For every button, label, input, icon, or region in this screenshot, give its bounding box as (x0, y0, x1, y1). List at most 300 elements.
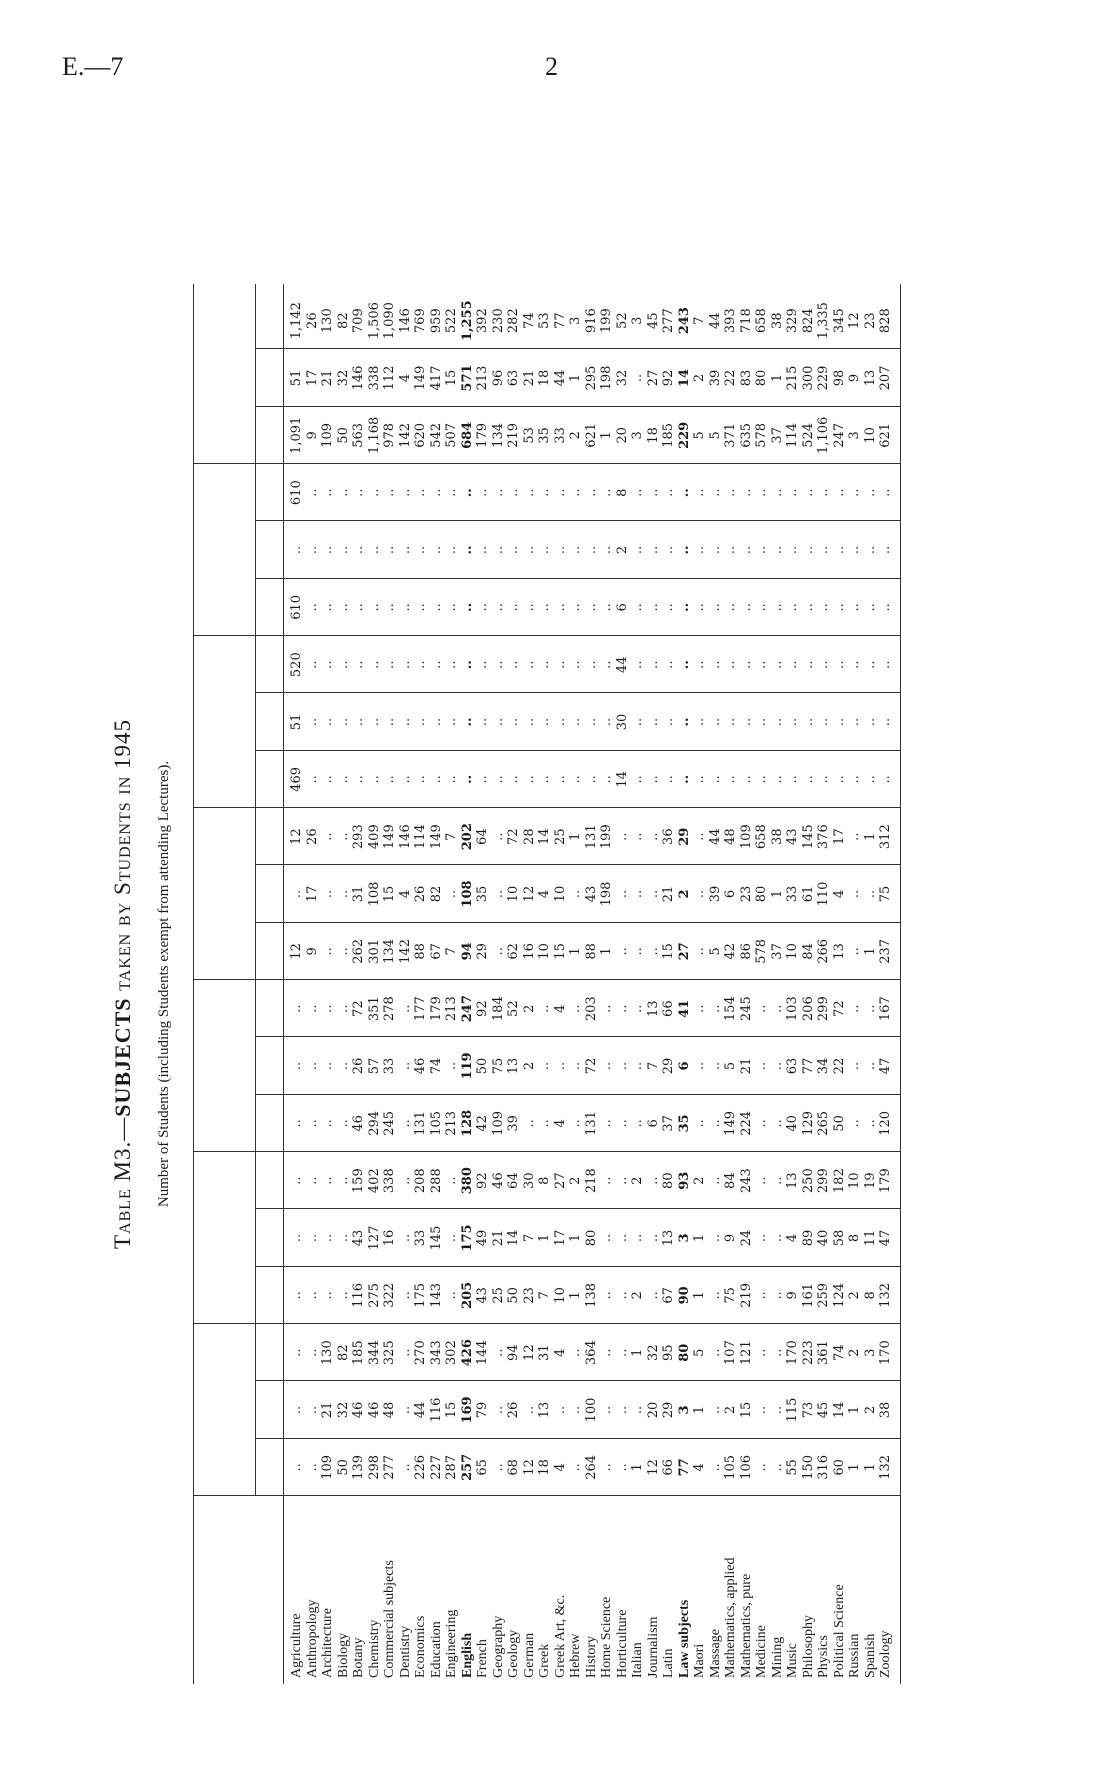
table-cell: 28 (521, 828, 537, 845)
table-cell: 89 (800, 1229, 816, 1247)
table-cell: .. (676, 717, 692, 727)
table-cell: 1 (599, 431, 614, 440)
table-cell: .. (847, 1004, 862, 1013)
table-cell: .. (382, 660, 397, 669)
table-cell: .. (692, 1119, 707, 1128)
table-cell: .. (568, 603, 583, 612)
table-cell: 5 (723, 1061, 738, 1071)
table-cell: 312 (878, 824, 893, 850)
table-cell: 392 (475, 308, 490, 334)
table-cell: 7 (444, 832, 459, 841)
table-cell: 2 (521, 1004, 537, 1013)
table-cell: 26 (413, 885, 428, 903)
table-cell: 20 (645, 1401, 661, 1419)
table-cell: .. (630, 947, 645, 956)
table-cell: 32 (335, 369, 351, 387)
table-cell: .. (506, 775, 521, 784)
table-cell: 131 (583, 824, 599, 850)
table-cell: .. (661, 488, 676, 497)
table-cell: .. (428, 488, 444, 497)
table-cell: 73 (800, 1401, 816, 1419)
table-cell: 9 (723, 1233, 738, 1243)
table-cell: 393 (723, 308, 738, 334)
table-cell: 149 (413, 365, 428, 391)
table-cell: 426 (459, 1339, 475, 1367)
table-cell: .. (707, 1405, 723, 1415)
table-cell: .. (676, 774, 692, 784)
table-cell: .. (645, 1291, 661, 1300)
table-cell: 92 (475, 1000, 490, 1017)
table-cell: 63 (506, 369, 521, 387)
table-cell: .. (568, 1061, 583, 1071)
table-cell: .. (645, 1176, 661, 1185)
table-cell: 277 (661, 308, 676, 334)
table-cell: .. (568, 545, 583, 555)
table-cell: .. (878, 545, 893, 555)
table-cell: .. (769, 1004, 785, 1013)
table-cell: .. (289, 1119, 304, 1128)
table-cell: .. (707, 1061, 723, 1071)
table-cell: .. (459, 488, 475, 498)
table-cell: .. (382, 488, 397, 497)
table-cell: 9 (304, 431, 320, 440)
table-cell: .. (862, 889, 878, 899)
table-cell: 131 (413, 1110, 428, 1136)
table-cell: 53 (521, 427, 537, 444)
table-cell: 179 (878, 1168, 893, 1194)
table-cell: .. (630, 1061, 645, 1071)
table-cell: .. (304, 775, 320, 784)
table-cell: .. (707, 1463, 723, 1472)
table-subtitle: Number of Students (including Students exempt from attending Lectures). (156, 760, 172, 1208)
table-cell: .. (738, 717, 754, 727)
table-cell: .. (320, 1061, 335, 1071)
table-cell: 4 (537, 889, 552, 899)
table-cell: 27 (676, 942, 692, 961)
table-cell: 7 (521, 1233, 537, 1243)
subject-name: Journalism (645, 1616, 661, 1678)
table-cell: 1 (862, 947, 878, 956)
table-cell: .. (537, 545, 552, 555)
table-cell: 17 (552, 1229, 568, 1247)
table-cell: 14 (831, 1401, 847, 1419)
table-cell: .. (878, 660, 893, 669)
table-cell: .. (785, 603, 800, 612)
table-cell: 14 (614, 771, 630, 788)
table-title (110, 284, 136, 1684)
table-cell: .. (397, 1348, 413, 1357)
table-cell: 55 (785, 1459, 800, 1476)
table-cell: 42 (475, 1115, 490, 1132)
table-cell: .. (599, 775, 614, 784)
table-cell: 75 (878, 885, 893, 903)
table-cell: 14 (676, 368, 692, 388)
table-cell: 198 (599, 881, 614, 907)
table-cell: .. (475, 603, 490, 612)
table-cell: 243 (738, 1168, 754, 1194)
table-cell: .. (831, 545, 847, 555)
table-cell: .. (599, 1463, 614, 1472)
table-cell: .. (599, 1004, 614, 1013)
table-cell: 1 (568, 373, 583, 383)
table-cell: .. (645, 947, 661, 956)
table-cell: 22 (723, 369, 738, 387)
table-cell: 80 (754, 369, 769, 387)
subject-name: Mining (769, 1636, 785, 1678)
table-cell: 103 (785, 996, 800, 1022)
table-cell: .. (862, 1004, 878, 1013)
subject-name: Italian (630, 1642, 645, 1678)
table-cell: 33 (413, 1229, 428, 1247)
table-cell: .. (552, 775, 568, 784)
table-cell: .. (335, 1291, 351, 1300)
table-cell: .. (723, 603, 738, 612)
table-cell: 15 (444, 369, 459, 387)
table-cell: .. (676, 488, 692, 498)
table-cell: .. (599, 1348, 614, 1357)
table-cell: 658 (754, 308, 769, 334)
subject-name: Zoology (878, 1630, 893, 1678)
table-cell: .. (413, 603, 428, 612)
table-cell: .. (707, 1119, 723, 1128)
table-cell: .. (661, 603, 676, 612)
table-cell: .. (366, 775, 382, 784)
table-cell: .. (847, 889, 862, 899)
table-cell: .. (320, 1291, 335, 1300)
table-cell: .. (289, 1463, 304, 1472)
table-cell: 170 (785, 1340, 800, 1366)
table-cell: 27 (552, 1172, 568, 1189)
table-cell: 52 (614, 312, 630, 329)
table-cell: 134 (490, 422, 506, 448)
table-cell: 25 (490, 1287, 506, 1304)
table-cell: .. (862, 488, 878, 497)
table-cell: .. (599, 545, 614, 555)
table-cell: .. (506, 660, 521, 669)
table-cell: 21 (320, 1401, 335, 1419)
table-cell: 175 (413, 1282, 428, 1308)
table-cell: 1 (630, 1348, 645, 1357)
table-cell: 1 (862, 1463, 878, 1472)
table-cell: 94 (459, 942, 475, 961)
table-cell: 43 (351, 1229, 366, 1247)
subject-name: Agriculture (289, 1613, 304, 1678)
subject-name: Geography (490, 1615, 506, 1678)
table-cell: .. (723, 717, 738, 727)
table-cell: 1 (847, 1405, 862, 1415)
table-cell: 184 (490, 996, 506, 1022)
table-cell: 50 (506, 1287, 521, 1304)
table-cell: 15 (552, 943, 568, 960)
table-cell: .. (335, 832, 351, 841)
table-cell: 142 (397, 422, 413, 448)
table-cell: 39 (707, 885, 723, 903)
table-cell: 325 (382, 1340, 397, 1366)
table-cell: .. (397, 1004, 413, 1013)
table-cell: .. (320, 488, 335, 497)
table-cell: .. (692, 488, 707, 497)
table-cell: 12 (521, 1459, 537, 1476)
table-cell: .. (428, 775, 444, 784)
table-cell: .. (769, 1405, 785, 1415)
table-cell: .. (754, 1119, 769, 1128)
table-cell: .. (738, 775, 754, 784)
table-cell: .. (444, 660, 459, 669)
table-cell: .. (521, 1119, 537, 1128)
table-cell: .. (568, 660, 583, 669)
table-cell: .. (831, 603, 847, 612)
table-cell: 13 (661, 1229, 676, 1247)
table-cell: .. (816, 488, 831, 497)
table-cell: .. (335, 488, 351, 497)
table-cell: .. (490, 717, 506, 727)
table-cell: 250 (800, 1168, 816, 1194)
table-cell: 610 (289, 594, 304, 620)
table-cell: 571 (459, 364, 475, 392)
table-cell: .. (800, 660, 816, 669)
table-cell: .. (335, 603, 351, 612)
table-cell: 22 (831, 1057, 847, 1075)
table-cell: 264 (583, 1454, 599, 1480)
table-cell: .. (304, 660, 320, 669)
table-cell: 13 (785, 1172, 800, 1189)
table-cell: .. (552, 488, 568, 497)
table-cell: 169 (459, 1396, 475, 1424)
table-cell: 351 (366, 996, 382, 1022)
table-cell: 14 (506, 1229, 521, 1247)
table-cell: 15 (382, 885, 397, 903)
table-cell: .. (459, 602, 475, 612)
table-cell: 265 (816, 1110, 831, 1136)
table-cell: 1 (568, 1291, 583, 1300)
table-cell: .. (816, 660, 831, 669)
table-cell: .. (320, 1176, 335, 1185)
table-cell: .. (475, 775, 490, 784)
table-cell: 4 (552, 1463, 568, 1472)
table-cell: .. (444, 717, 459, 727)
table-cell: 287 (444, 1454, 459, 1480)
table-cell: .. (568, 775, 583, 784)
table-cell: .. (397, 488, 413, 497)
table-cell: 143 (428, 1282, 444, 1308)
table-cell: 179 (428, 996, 444, 1022)
table-cell: .. (506, 488, 521, 497)
table-cell: 68 (506, 1459, 521, 1476)
table-cell: .. (645, 889, 661, 899)
table-cell: 36 (661, 828, 676, 845)
table-cell: 51 (289, 369, 304, 387)
table-cell: 21 (661, 885, 676, 903)
subject-name: German (521, 1632, 537, 1678)
table-cell: .. (723, 775, 738, 784)
table-cell: .. (552, 1405, 568, 1415)
table-cell: .. (490, 889, 506, 899)
table-cell: 41 (676, 999, 692, 1018)
table-cell: 83 (738, 369, 754, 387)
table-cell: .. (769, 1233, 785, 1243)
table-cell: 26 (304, 828, 320, 845)
table-cell: 127 (366, 1225, 382, 1251)
table-cell: 80 (661, 1172, 676, 1189)
table-cell: .. (645, 488, 661, 497)
page-number: 2 (545, 52, 558, 81)
table-cell: 33 (552, 427, 568, 444)
table-cell: 3 (676, 1405, 692, 1415)
table-cell: .. (351, 717, 366, 727)
table-cell: .. (599, 717, 614, 727)
table-cell: .. (568, 488, 583, 497)
table-cell: 105 (723, 1454, 738, 1480)
subject-name: Latin (661, 1648, 676, 1678)
table-cell: .. (583, 603, 599, 612)
table-cell: .. (490, 1405, 506, 1415)
table-cell: .. (413, 545, 428, 555)
table-cell: 247 (831, 422, 847, 448)
table-id: Table M3. (110, 1140, 135, 1250)
table-cell: 94 (506, 1344, 521, 1361)
table-cell: 1,106 (816, 416, 831, 454)
table-cell: .. (490, 832, 506, 841)
table-cell: 1,506 (366, 302, 382, 340)
table-cell: .. (552, 603, 568, 612)
table-cell: .. (599, 1291, 614, 1300)
table-cell: 226 (413, 1454, 428, 1480)
table-cell: 302 (444, 1340, 459, 1366)
table-cell: 146 (351, 365, 366, 391)
table-cell: .. (320, 889, 335, 899)
table-cell: 95 (661, 1344, 676, 1361)
table-cell: 32 (645, 1344, 661, 1361)
table-cell: .. (599, 603, 614, 612)
table-cell: 9 (785, 1291, 800, 1300)
table-cell: 2 (630, 1291, 645, 1300)
table-cell: .. (335, 889, 351, 899)
table-cell: 26 (304, 312, 320, 329)
table-cell: .. (444, 545, 459, 555)
table-cell: 229 (816, 365, 831, 391)
table-cell: 46 (490, 1172, 506, 1189)
table-cell: 44 (707, 312, 723, 329)
table-cell: 170 (878, 1340, 893, 1366)
table-cell: 299 (816, 996, 831, 1022)
table-cell: 19 (862, 1172, 878, 1189)
table-cell: .. (878, 488, 893, 497)
table-cell: .. (831, 660, 847, 669)
table-cell: .. (475, 717, 490, 727)
table-cell: 237 (878, 938, 893, 964)
table-cell: 154 (723, 996, 738, 1022)
table-cell: .. (723, 660, 738, 669)
table-cell: .. (769, 775, 785, 784)
table-cell: 115 (785, 1397, 800, 1423)
table-cell: .. (552, 660, 568, 669)
table-cell: 23 (738, 885, 754, 903)
table-cell: .. (754, 488, 769, 497)
table-cell: 72 (583, 1057, 599, 1075)
table-cell: .. (769, 545, 785, 555)
table-cell: .. (568, 1405, 583, 1415)
table-cell: 621 (878, 422, 893, 448)
table-cell: .. (599, 488, 614, 497)
table-cell: 2 (692, 1176, 707, 1185)
table-cell: 563 (351, 422, 366, 448)
subject-name: Massage (707, 1629, 723, 1678)
table-cell: 44 (413, 1401, 428, 1419)
table-cell: .. (831, 488, 847, 497)
table-cell: .. (862, 660, 878, 669)
table-cell: 130 (320, 308, 335, 334)
subject-name: French (475, 1639, 490, 1678)
table-cell: .. (847, 717, 862, 727)
table-cell: .. (630, 1004, 645, 1013)
table-cell: 14 (537, 828, 552, 845)
table-cell: 215 (785, 365, 800, 391)
table-cell: 15 (661, 943, 676, 960)
table-cell: 1,090 (382, 302, 397, 340)
table-cell: 8 (847, 1233, 862, 1243)
table-cell: .. (397, 717, 413, 727)
table-cell: .. (335, 660, 351, 669)
table-cell: 82 (335, 1344, 351, 1361)
table-cell: 64 (475, 828, 490, 845)
table-cell: 824 (800, 308, 816, 334)
table-cell: 1,168 (366, 416, 382, 454)
table-cell: 39 (707, 369, 723, 387)
table-cell: 2 (630, 1176, 645, 1185)
table-cell: .. (847, 775, 862, 784)
table-cell: 7 (444, 947, 459, 956)
table-cell: 9 (304, 947, 320, 956)
table-cell: 507 (444, 422, 459, 448)
table-cell: .. (568, 717, 583, 727)
table-cell: .. (537, 603, 552, 612)
subject-name: Law subjects (676, 1599, 692, 1678)
table-cell: 31 (351, 885, 366, 903)
table-cell: 257 (459, 1453, 475, 1481)
table-cell: 48 (382, 1401, 397, 1419)
table-cell: .. (304, 545, 320, 555)
table-cell: .. (661, 775, 676, 784)
table-cell: .. (630, 373, 645, 383)
table-cell: 578 (754, 938, 769, 964)
table-cell: 45 (816, 1401, 831, 1419)
table-cell: 15 (444, 1401, 459, 1419)
table-cell: 33 (382, 1057, 397, 1075)
table-cell: .. (289, 1233, 304, 1243)
table-cell: 262 (351, 938, 366, 964)
table-cell: .. (707, 545, 723, 555)
table-cell: 2 (568, 431, 583, 440)
table-cell: .. (397, 1233, 413, 1243)
table-cell: .. (707, 1176, 723, 1185)
table-cell: .. (506, 545, 521, 555)
table-cell: 45 (645, 312, 661, 329)
table-cell: 77 (552, 312, 568, 329)
table-cell: 74 (521, 312, 537, 329)
table-cell: 1,091 (289, 416, 304, 454)
table-cell: 92 (475, 1172, 490, 1189)
table-bottom-rule (900, 284, 901, 1684)
subject-name: Hebrew (568, 1633, 583, 1678)
table-cell: 338 (382, 1168, 397, 1194)
table-cell: 53 (537, 312, 552, 329)
table-cell: .. (459, 545, 475, 555)
table-cell: .. (785, 660, 800, 669)
table-cell: .. (599, 1233, 614, 1243)
table-cell: 959 (428, 308, 444, 334)
table-cell: 213 (444, 996, 459, 1022)
table-cell: .. (676, 602, 692, 612)
